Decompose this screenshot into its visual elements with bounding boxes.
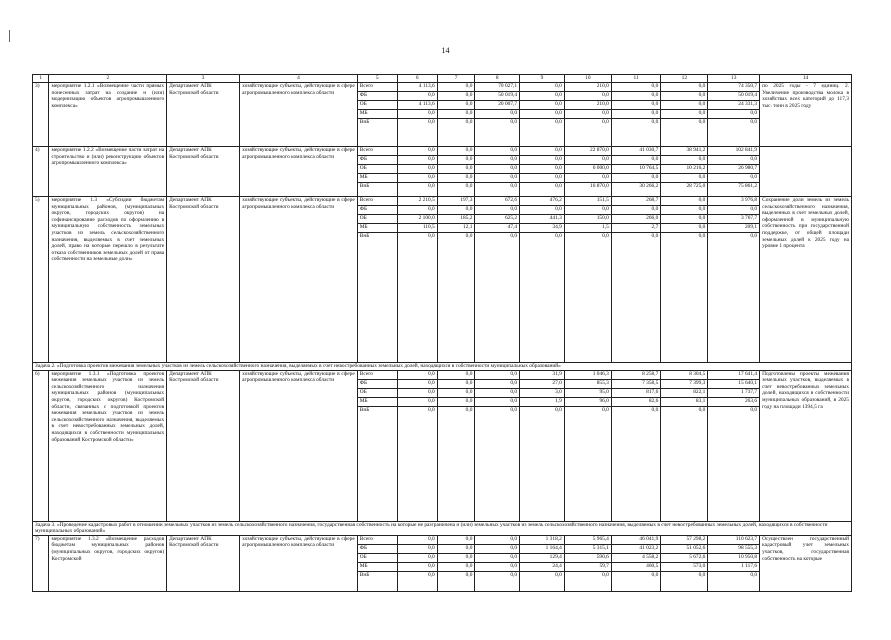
value-cell: 3 767,7 [708, 215, 760, 224]
value-cell: 0,0 [661, 233, 708, 363]
funding-source: ВнБ [357, 183, 397, 197]
header-cell: 1 [33, 75, 49, 83]
task-heading: Задача 3. «Проведение кадастровых работ в отношении земельных участков из земель сельскохозяйственного назначения, государственная собственность на которые не разграничена и (или) земельных участков из земель сельскохозяйственного назначения, выделяемых в счет невостребованных земельных долей, находящихся в собственности муниципальных образований» [33, 521, 852, 535]
value-cell: 0,0 [437, 370, 475, 379]
value-cell: 0,0 [475, 406, 520, 521]
funding-source: ФБ [357, 544, 397, 553]
funding-source: Всего [357, 197, 397, 206]
value-cell: 0,0 [397, 406, 437, 521]
value-cell: 1 046,3 [564, 370, 611, 379]
value-cell: 822,1 [661, 388, 708, 397]
value-cell: 0,0 [564, 571, 611, 591]
header-cell: 8 [475, 75, 520, 83]
value-cell: 0,0 [397, 571, 437, 591]
value-cell: 0,0 [708, 233, 760, 363]
value-cell: 0,0 [437, 156, 475, 165]
value-cell: 102 841,9 [708, 147, 760, 156]
value-cell: 0,0 [397, 370, 437, 379]
funding-source: Всего [357, 535, 397, 544]
task-heading-row [33, 521, 852, 535]
value-cell: 0,0 [520, 92, 565, 101]
value-cell: 0,0 [437, 553, 475, 562]
value-cell: 17 641,4 [708, 370, 760, 379]
value-cell: 1 318,2 [520, 535, 565, 544]
value-cell: 0,0 [520, 206, 565, 215]
value-cell: 27,0 [520, 379, 565, 388]
executor-cell: Департамент АПК Костромской области [167, 147, 240, 197]
value-cell: 0,0 [437, 83, 475, 92]
funding-source: ВнБ [357, 406, 397, 521]
table-row [33, 147, 852, 156]
row-index: 4) [33, 147, 49, 197]
value-cell: 0,0 [397, 156, 437, 165]
value-cell: 0,0 [611, 406, 660, 521]
value-cell: 0,0 [437, 379, 475, 388]
value-cell: 10 950,8 [708, 553, 760, 562]
value-cell: 0,0 [475, 379, 520, 388]
value-cell: 0,0 [708, 110, 760, 119]
funding-source: Всего [357, 83, 397, 92]
funding-source: ФБ [357, 206, 397, 215]
participants-cell: хозяйствующие субъекты, действующие в сфере агропромышленного комплекса области [240, 83, 358, 147]
value-cell: 0,0 [437, 92, 475, 101]
value-cell: 0,0 [520, 183, 565, 197]
value-cell: 0,0 [475, 562, 520, 571]
value-cell: 0,0 [520, 571, 565, 591]
table-row [33, 197, 852, 206]
value-cell: 441,3 [520, 215, 565, 224]
value-cell: 6 000,0 [564, 165, 611, 174]
value-cell: 22 870,0 [564, 147, 611, 156]
value-cell: 0,0 [397, 183, 437, 197]
value-cell: 1 737,7 [708, 388, 760, 397]
funding-source: ОБ [357, 553, 397, 562]
table-row [33, 370, 852, 379]
header-cell: 5 [357, 75, 397, 83]
expected-result [760, 147, 852, 197]
value-cell: 0,0 [661, 92, 708, 101]
value-cell: 0,0 [661, 224, 708, 233]
value-cell: 5 672,6 [661, 553, 708, 562]
value-cell: 74 350,7 [708, 83, 760, 92]
measure-name: мероприятие 1.2.1 «Возмещение части прямых понесенных затрат на создание и (или) модернизацию объектов агропромышленного комплекса» [49, 83, 167, 147]
value-cell: 1 117,6 [708, 562, 760, 571]
value-cell: 2,7 [611, 224, 660, 233]
value-cell: 0,0 [708, 206, 760, 215]
value-cell: 0,0 [437, 571, 475, 591]
participants-cell: хозяйствующие субъекты, действующие в сфере агропромышленного комплекса области [240, 370, 358, 521]
value-cell: 0,0 [397, 174, 437, 183]
scan-margin-mark [9, 30, 10, 42]
value-cell: 5 965,4 [564, 535, 611, 544]
value-cell: 0,0 [661, 83, 708, 92]
value-cell: 0,0 [661, 571, 708, 591]
value-cell: 209,1 [708, 224, 760, 233]
value-cell: 0,0 [611, 83, 660, 92]
value-cell: 0,0 [437, 544, 475, 553]
funding-source: МБ [357, 110, 397, 119]
value-cell: 1,9 [520, 397, 565, 406]
value-cell: 672,6 [475, 197, 520, 206]
value-cell: 59,7 [564, 562, 611, 571]
value-cell: 210,0 [564, 101, 611, 110]
value-cell: 625,2 [475, 215, 520, 224]
value-cell: 817,6 [611, 388, 660, 397]
value-cell: 0,0 [397, 379, 437, 388]
value-cell: 75 861,2 [708, 183, 760, 197]
value-cell: 0,0 [708, 406, 760, 521]
value-cell: 0,0 [661, 197, 708, 206]
value-cell: 0,0 [437, 535, 475, 544]
header-cell: 14 [760, 75, 852, 83]
value-cell: 150,0 [564, 215, 611, 224]
value-cell: 263,6 [708, 397, 760, 406]
value-cell: 129,4 [520, 553, 565, 562]
value-cell: 2 210,5 [397, 197, 437, 206]
expected-result: по 2025 годы - 7 единиц. 2. Увеличение производства молока в хозяйствах всех категорий до 117,3 тыс. тонн в 2025 году [760, 83, 852, 147]
value-cell: 0,0 [475, 147, 520, 156]
value-cell: 210,0 [564, 83, 611, 92]
executor-cell: Департамент АПК Костромской области [167, 197, 240, 363]
value-cell: 0,0 [437, 397, 475, 406]
value-cell: 30 266,2 [611, 183, 660, 197]
value-cell: 110,5 [397, 224, 437, 233]
participants-cell: хозяйствующие субъекты, действующие в сфере агропромышленного комплекса области [240, 535, 358, 591]
executor-cell: Департамент АПК Костромской области [167, 370, 240, 521]
value-cell: 0,0 [520, 83, 565, 92]
value-cell: 0,0 [661, 215, 708, 224]
measure-name: мероприятие 1.2.2 «Возмещение части затрат на строительство и (или) реконструкцию объектов агропромышленного комплекса» [49, 147, 167, 197]
value-cell: 31,9 [520, 370, 565, 379]
value-cell: 0,0 [475, 571, 520, 591]
value-cell: 0,0 [520, 110, 565, 119]
value-cell: 3,0 [520, 388, 565, 397]
value-cell: 0,0 [437, 183, 475, 197]
header-cell: 6 [397, 75, 437, 83]
value-cell: 26 980,7 [708, 165, 760, 174]
funding-source: Всего [357, 147, 397, 156]
value-cell: 0,0 [611, 233, 660, 363]
value-cell: 0,0 [437, 165, 475, 174]
value-cell: 47,4 [475, 224, 520, 233]
expected-result: Осуществлен государственный кадастровый учет земельных участков, государственная собственность на которые [760, 535, 852, 591]
participants-cell: хозяйствующие субъекты, действующие в сфере агропромышленного комплекса области [240, 147, 358, 197]
value-cell: 0,0 [397, 562, 437, 571]
value-cell: 0,0 [475, 233, 520, 363]
value-cell: 0,0 [437, 206, 475, 215]
value-cell: 0,0 [475, 119, 520, 147]
value-cell: 50 019,4 [708, 92, 760, 101]
funding-source: ФБ [357, 379, 397, 388]
value-cell: 0,0 [661, 156, 708, 165]
funding-source: ОБ [357, 388, 397, 397]
value-cell: 0,0 [564, 119, 611, 147]
value-cell: 5 315,1 [564, 544, 611, 553]
funding-source: ОБ [357, 215, 397, 224]
executor-cell: Департамент АПК Костромской области [167, 83, 240, 147]
value-cell: 0,0 [475, 156, 520, 165]
value-cell: 573,0 [661, 562, 708, 571]
value-cell: 82,6 [611, 397, 660, 406]
funding-source: ФБ [357, 156, 397, 165]
value-cell: 46 041,9 [611, 535, 660, 544]
value-cell: 34,9 [520, 224, 565, 233]
measure-name: мероприятие 1.3.2 «Возмещение расходов бюджетам муниципальных районов (муниципальных округов, городских округов) Костромской [49, 535, 167, 591]
value-cell: 0,0 [520, 156, 565, 165]
value-cell: 96,0 [564, 397, 611, 406]
value-cell: 0,0 [397, 535, 437, 544]
value-cell: 57 298,2 [661, 535, 708, 544]
header-cell: 4 [240, 75, 358, 83]
value-cell: 7 358,5 [611, 379, 660, 388]
value-cell: 0,0 [564, 156, 611, 165]
value-cell: 0,0 [437, 174, 475, 183]
value-cell: 0,0 [397, 147, 437, 156]
value-cell: 0,0 [564, 92, 611, 101]
funding-source: ФБ [357, 92, 397, 101]
header-cell: 9 [520, 75, 565, 83]
header-cell: 13 [708, 75, 760, 83]
value-cell: 0,0 [520, 165, 565, 174]
row-index: 5) [33, 197, 49, 363]
value-cell: 20 007,7 [475, 101, 520, 110]
value-cell: 0,0 [564, 233, 611, 363]
value-cell: 0,0 [611, 174, 660, 183]
value-cell: 0,0 [708, 156, 760, 165]
funding-source: Всего [357, 370, 397, 379]
value-cell: 0,0 [397, 119, 437, 147]
measure-name: мероприятие 1.3 «Субсидии бюджетам муниципальных районов, (муниципальных округов, городских округов) на софинансирование расходов по оформлению в муниципальную собственность земельных участков из земель сельскохозяйственного назначения, выделяемых в счет земельных долей, право на которые перешло в результате отказа собственников земельных долей от права собственности на земельные доли» [49, 197, 167, 363]
value-cell: 0,0 [397, 233, 437, 363]
value-cell: 0,0 [520, 406, 565, 521]
value-cell: 0,0 [475, 206, 520, 215]
value-cell: 110 623,7 [708, 535, 760, 544]
value-cell: 0,0 [708, 174, 760, 183]
value-cell: 98 555,3 [708, 544, 760, 553]
value-cell: 12,1 [437, 224, 475, 233]
value-cell: 0,0 [397, 92, 437, 101]
value-cell: 1,5 [564, 224, 611, 233]
value-cell: 0,0 [475, 183, 520, 197]
value-cell: 0,0 [397, 544, 437, 553]
value-cell: 0,0 [475, 110, 520, 119]
value-cell: 0,0 [437, 119, 475, 147]
value-cell: 0,0 [661, 119, 708, 147]
value-cell: 185,2 [437, 215, 475, 224]
value-cell: 0,0 [611, 92, 660, 101]
funding-source: ОБ [357, 101, 397, 110]
value-cell: 460,5 [611, 562, 660, 571]
value-cell: 0,0 [564, 174, 611, 183]
header-cell: 3 [167, 75, 240, 83]
participants-cell: хозяйствующие субъекты, действующие в сфере агропромышленного комплекса области [240, 197, 358, 363]
value-cell: 0,0 [520, 174, 565, 183]
task-heading: Задача 2. «Подготовка проектов межевания земельных участков из земель сельскохозяйственного назначения, выделяемых в счет невостребованных земельных долей, находящихся в собственности муниципальных образований» [33, 363, 852, 371]
value-cell: 50 019,4 [475, 92, 520, 101]
value-cell: 0,0 [661, 101, 708, 110]
value-cell: 8 258,7 [611, 370, 660, 379]
value-cell: 0,0 [661, 206, 708, 215]
funding-source: МБ [357, 562, 397, 571]
value-cell: 0,0 [475, 553, 520, 562]
value-cell: 0,0 [708, 119, 760, 147]
value-cell: 0,0 [397, 553, 437, 562]
task-heading-row [33, 363, 852, 371]
value-cell: 0,0 [397, 388, 437, 397]
value-cell: 10 764,5 [611, 165, 660, 174]
value-cell: 0,0 [708, 571, 760, 591]
measure-name: мероприятие 1.3.1 «Подготовка проектов межевания земельных участков из земель сельскохозяйственного назначения муниципальных районов (муниципальных округов, городских округов) Костромской области, связанных с подготовкой проектов межевания земельных участков из земель сельскохозяйственного назначения, выделяемых в счет невостребованных земельных долей, находящихся в собственности муниципальных образований Костромской области» [49, 370, 167, 521]
value-cell: 0,0 [564, 406, 611, 521]
value-cell: 0,0 [611, 206, 660, 215]
value-cell: 70 027,1 [475, 83, 520, 92]
funding-source: МБ [357, 397, 397, 406]
row-index: 7) [33, 535, 49, 591]
funding-source: МБ [357, 224, 397, 233]
value-cell: 0,0 [661, 406, 708, 521]
value-cell: 0,0 [397, 397, 437, 406]
value-cell: 0,0 [437, 110, 475, 119]
value-cell: 0,0 [520, 233, 565, 363]
header-cell: 12 [661, 75, 708, 83]
value-cell: 38 941,2 [661, 147, 708, 156]
value-cell: 0,0 [564, 206, 611, 215]
funding-source: ВнБ [357, 233, 397, 363]
value-cell: 51 052,6 [661, 544, 708, 553]
expected-result: Сохранение доли земель из земель сельскохозяйственного назначения, выделенных в счет земельных долей, оформленной в муниципальную собственность при государственной поддержке, от общей площади земельных долей к 2025 году на уровне 1 процента [760, 197, 852, 363]
value-cell: 0,0 [475, 370, 520, 379]
value-cell: 4 113,6 [397, 83, 437, 92]
value-cell: 266,0 [611, 215, 660, 224]
value-cell: 0,0 [397, 110, 437, 119]
value-cell: 16 870,0 [564, 183, 611, 197]
header-cell: 2 [49, 75, 167, 83]
value-cell: 8 304,5 [661, 370, 708, 379]
expected-result: Подготовлены проекты межевания земельных участков, выделяемых в счет невостребованных земельных долей, находящихся в собственности муниципальных образований, в 2025 году на площади 1394,5 га [760, 370, 852, 521]
value-cell: 0,0 [611, 119, 660, 147]
value-cell: 0,0 [520, 119, 565, 147]
value-cell: 41 030,7 [611, 147, 660, 156]
value-cell: 95,0 [564, 388, 611, 397]
value-cell: 0,0 [475, 388, 520, 397]
row-index: 3) [33, 83, 49, 147]
value-cell: 7 399,3 [661, 379, 708, 388]
value-cell: 197,3 [437, 197, 475, 206]
header-cell: 10 [564, 75, 611, 83]
value-cell: 0,0 [437, 388, 475, 397]
page-number: 14 [441, 46, 450, 55]
value-cell: 0,0 [475, 397, 520, 406]
value-cell: 0,0 [564, 110, 611, 119]
value-cell: 0,0 [611, 110, 660, 119]
value-cell: 0,0 [475, 544, 520, 553]
value-cell: 0,0 [397, 206, 437, 215]
value-cell: 2 100,0 [397, 215, 437, 224]
value-cell: 590,6 [564, 553, 611, 562]
value-cell: 83,1 [661, 397, 708, 406]
value-cell: 151,5 [564, 197, 611, 206]
value-cell: 0,0 [437, 406, 475, 521]
funding-source: ВнБ [357, 571, 397, 591]
value-cell: 0,0 [437, 562, 475, 571]
value-cell: 0,0 [520, 147, 565, 156]
value-cell: 0,0 [475, 174, 520, 183]
value-cell: 4 558,2 [611, 553, 660, 562]
value-cell: 0,0 [437, 101, 475, 110]
value-cell: 0,0 [661, 110, 708, 119]
header-cell: 7 [437, 75, 475, 83]
value-cell: 476,2 [520, 197, 565, 206]
value-cell: 0,0 [661, 174, 708, 183]
value-cell: 24,4 [520, 562, 565, 571]
value-cell: 855,3 [564, 379, 611, 388]
value-cell: 24 331,3 [708, 101, 760, 110]
value-cell: 41 023,2 [611, 544, 660, 553]
funding-source: ВнБ [357, 119, 397, 147]
table-row [33, 83, 852, 92]
value-cell: 0,0 [475, 535, 520, 544]
value-cell: 0,0 [437, 147, 475, 156]
funding-source: МБ [357, 174, 397, 183]
value-cell: 1 164,4 [520, 544, 565, 553]
value-cell: 0,0 [475, 165, 520, 174]
table-body [33, 75, 852, 592]
value-cell: 0,0 [397, 165, 437, 174]
value-cell: 0,0 [520, 101, 565, 110]
header-row [33, 75, 852, 83]
value-cell: 268,7 [611, 197, 660, 206]
value-cell: 0,0 [611, 156, 660, 165]
value-cell: 4 113,6 [397, 101, 437, 110]
program-table [32, 74, 852, 592]
row-index: 6) [33, 370, 49, 521]
value-cell: 0,0 [611, 571, 660, 591]
value-cell: 15 640,1 [708, 379, 760, 388]
value-cell: 0,0 [437, 233, 475, 363]
value-cell: 10 216,2 [661, 165, 708, 174]
table-row [33, 535, 852, 544]
funding-source: ОБ [357, 165, 397, 174]
header-cell: 11 [611, 75, 660, 83]
value-cell: 3 976,8 [708, 197, 760, 206]
executor-cell: Департамент АПК Костромской области [167, 535, 240, 591]
value-cell: 0,0 [611, 101, 660, 110]
value-cell: 28 725,0 [661, 183, 708, 197]
